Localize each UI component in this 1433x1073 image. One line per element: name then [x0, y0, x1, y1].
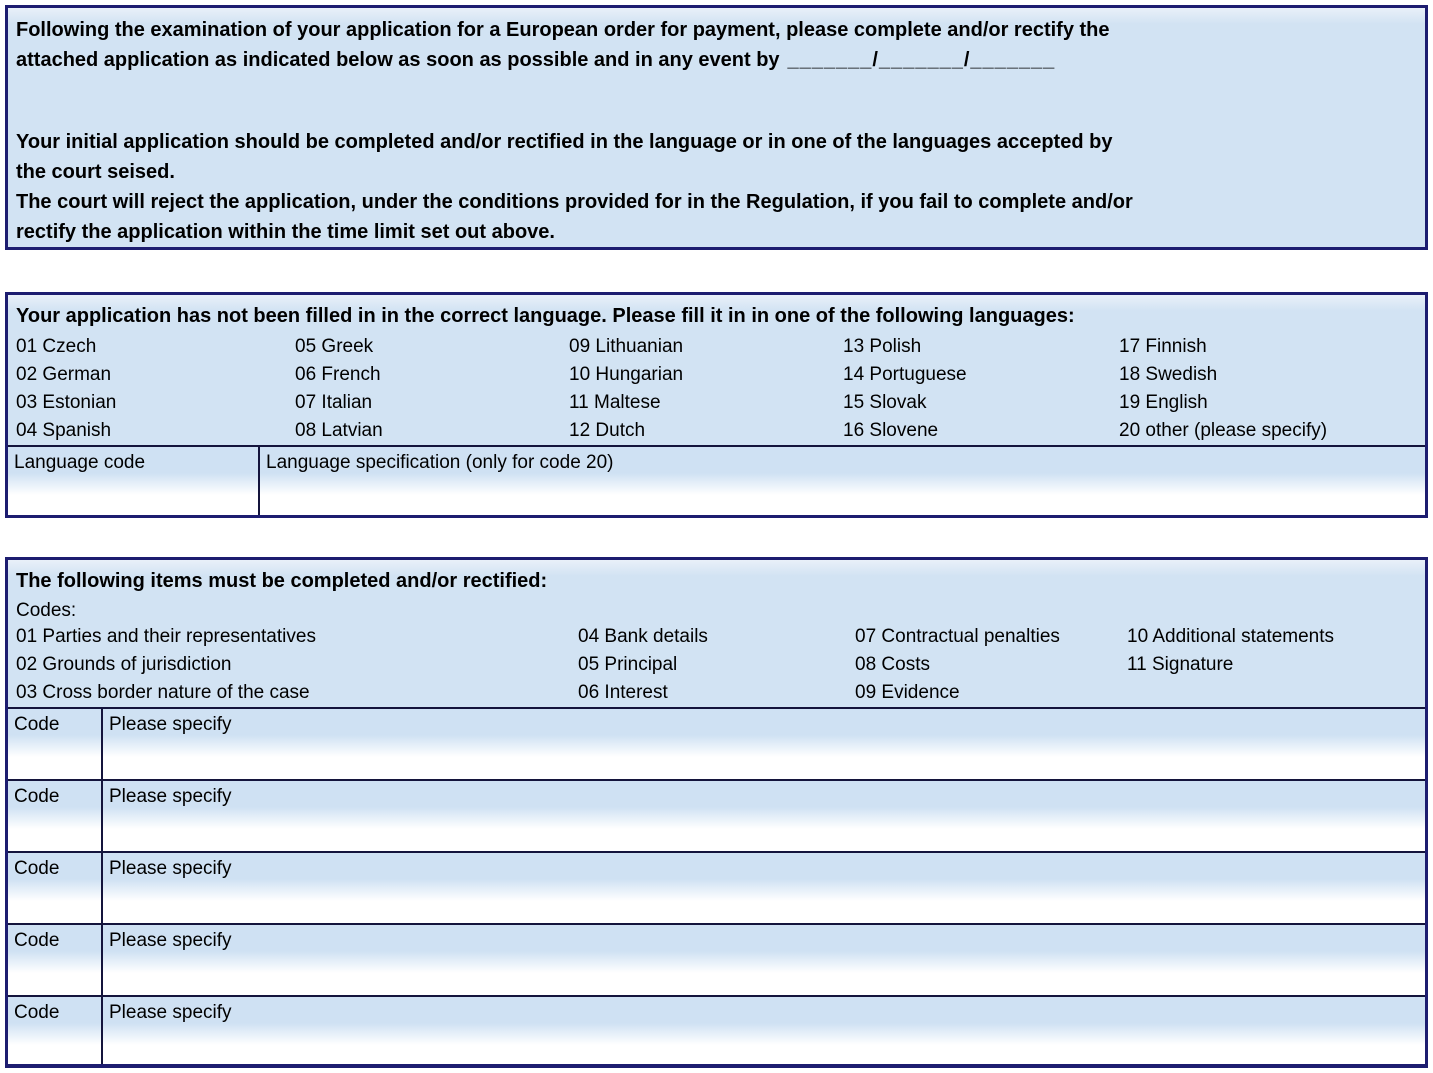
notice-box [5, 5, 1428, 250]
specify-cell [103, 925, 1425, 995]
language-section-box [5, 292, 1428, 518]
specify-input[interactable] [103, 1026, 1425, 1067]
code-cell [8, 997, 103, 1067]
specify-input[interactable] [103, 810, 1425, 851]
code-input[interactable] [8, 738, 101, 779]
language-column-1 [16, 333, 295, 445]
codes-list [8, 623, 1425, 707]
deadline-date-blank[interactable]: _______/_______/_______ [787, 49, 1056, 71]
code-cell [8, 925, 103, 995]
language-notice-line-1: Your initial application should be completed and/or rectified in the language or in one of the languages accepted by [16, 131, 1113, 153]
codes-column-2 [578, 623, 855, 707]
rejection-notice-line-1: The court will reject the application, under the conditions provided for in the Regulation, if you fail to complete and/or [16, 191, 1133, 213]
code-header: Code [14, 930, 60, 951]
language-option: 16 Slovene [843, 420, 939, 441]
language-option: 20 other (please specify) [1119, 420, 1328, 441]
paragraph-gap [16, 75, 1417, 127]
language-option: 05 Greek [295, 336, 374, 357]
code-input[interactable] [8, 954, 101, 995]
codes-column-3 [855, 623, 1127, 707]
codes-column-4 [1127, 623, 1417, 707]
language-option: 19 English [1119, 392, 1208, 413]
language-specification-input[interactable] [260, 476, 1425, 515]
language-option: 12 Dutch [569, 420, 646, 441]
codes-column-1 [16, 623, 578, 707]
code-cell [8, 853, 103, 923]
notice-line-2-text: attached application as indicated below as soon as possible and in any event by [16, 49, 780, 71]
language-option: 13 Polish [843, 336, 922, 357]
rectify-row-5 [8, 995, 1425, 1067]
language-column-3 [569, 333, 843, 445]
language-option: 18 Swedish [1119, 364, 1218, 385]
code-header: Code [14, 1002, 60, 1023]
language-option: 17 Finnish [1119, 336, 1207, 357]
code-option: 05 Principal [578, 654, 678, 675]
code-input[interactable] [8, 810, 101, 851]
code-option: 10 Additional statements [1127, 626, 1335, 647]
code-option: 04 Bank details [578, 626, 708, 647]
rectify-row-4 [8, 923, 1425, 995]
language-code-table [8, 445, 1425, 515]
language-list [8, 331, 1425, 445]
code-header: Code [14, 714, 60, 735]
code-input[interactable] [8, 1026, 101, 1067]
code-cell [8, 781, 103, 851]
notice-line-1: Following the examination of your application for a European order for payment, please complete and/or rectify the [16, 19, 1110, 41]
rectify-row-3 [8, 851, 1425, 923]
language-option: 09 Lithuanian [569, 336, 684, 357]
rejection-notice-line-2: rectify the application within the time limit set out above. [16, 221, 555, 243]
code-option: 11 Signature [1127, 654, 1234, 675]
language-specification-column [260, 447, 1425, 515]
specify-cell [103, 853, 1425, 923]
code-option: 07 Contractual penalties [855, 626, 1060, 647]
code-header: Code [14, 786, 60, 807]
language-option: 06 French [295, 364, 381, 385]
specify-header: Please specify [109, 714, 232, 735]
rectify-row-1 [8, 707, 1425, 779]
language-section-header: Your application has not been filled in in the correct language. Please fill it in in one of the following languages: [16, 305, 1075, 327]
specify-header: Please specify [109, 858, 232, 879]
specify-header: Please specify [109, 786, 232, 807]
items-section-header: The following items must be completed and/or rectified: [16, 570, 548, 592]
language-option: 14 Portuguese [843, 364, 967, 385]
code-option: 01 Parties and their representatives [16, 626, 316, 647]
language-column-2 [295, 333, 569, 445]
specify-cell [103, 997, 1425, 1067]
code-option: 03 Cross border nature of the case [16, 682, 310, 703]
code-cell [8, 709, 103, 779]
notice-line-2 [16, 45, 1417, 75]
code-option: 06 Interest [578, 682, 668, 703]
code-option: 09 Evidence [855, 682, 960, 703]
language-option: 08 Latvian [295, 420, 383, 441]
code-input[interactable] [8, 882, 101, 923]
code-header: Code [14, 858, 60, 879]
language-option: 11 Maltese [569, 392, 661, 413]
language-option: 03 Estonian [16, 392, 117, 413]
language-notice-line-2: the court seised. [16, 161, 175, 183]
specify-input[interactable] [103, 882, 1425, 923]
language-code-column [8, 447, 260, 515]
language-specification-header: Language specification (only for code 20) [266, 452, 614, 473]
language-option: 01 Czech [16, 336, 97, 357]
code-option: 02 Grounds of jurisdiction [16, 654, 232, 675]
language-option: 04 Spanish [16, 420, 112, 441]
rectify-row-2 [8, 779, 1425, 851]
language-code-input[interactable] [8, 476, 258, 515]
language-option: 10 Hungarian [569, 364, 684, 385]
language-option: 07 Italian [295, 392, 373, 413]
specify-cell [103, 709, 1425, 779]
items-section-box [5, 557, 1428, 1068]
language-option: 15 Slovak [843, 392, 927, 413]
language-column-4 [843, 333, 1119, 445]
specify-header: Please specify [109, 930, 232, 951]
code-option: 08 Costs [855, 654, 930, 675]
rectify-rows [8, 707, 1425, 1067]
specify-input[interactable] [103, 738, 1425, 779]
language-code-header: Language code [14, 452, 146, 473]
codes-label: Codes: [16, 600, 77, 621]
specify-header: Please specify [109, 1002, 232, 1023]
language-option: 02 German [16, 364, 112, 385]
specify-input[interactable] [103, 954, 1425, 995]
language-column-5 [1119, 333, 1417, 445]
specify-cell [103, 781, 1425, 851]
